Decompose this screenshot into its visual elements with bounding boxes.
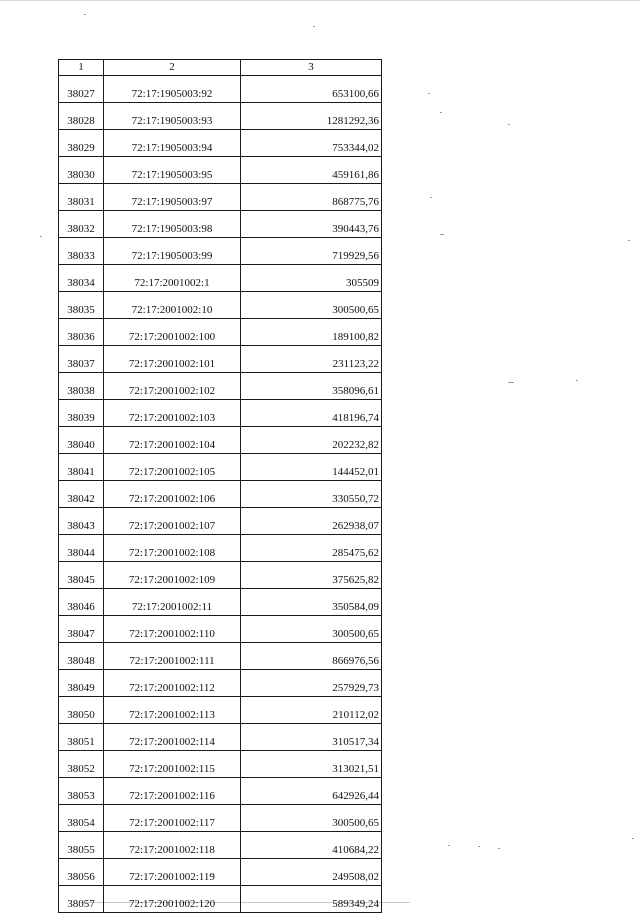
cadastral-number: 72:17:2001002:112 bbox=[104, 670, 241, 697]
table-row bbox=[59, 670, 382, 697]
row-number: 38038 bbox=[59, 373, 104, 400]
row-number: 38037 bbox=[59, 346, 104, 373]
row-number: 38027 bbox=[59, 76, 104, 103]
cadastral-number: 72:17:1905003:95 bbox=[104, 157, 241, 184]
cadastral-number: 72:17:2001002:101 bbox=[104, 346, 241, 373]
cadastral-number: 72:17:2001002:1 bbox=[104, 265, 241, 292]
table-row bbox=[59, 103, 382, 130]
cadastral-value: 459161,86 bbox=[241, 157, 382, 184]
cadastral-number: 72:17:2001002:11 bbox=[104, 589, 241, 616]
table-row bbox=[59, 886, 382, 913]
cadastral-value: 330550,72 bbox=[241, 481, 382, 508]
cadastral-value: 144452,01 bbox=[241, 454, 382, 481]
cadastral-number: 72:17:2001002:10 bbox=[104, 292, 241, 319]
table-row bbox=[59, 76, 382, 103]
table-body bbox=[59, 76, 382, 913]
row-number: 38046 bbox=[59, 589, 104, 616]
cadastral-value: 390443,76 bbox=[241, 211, 382, 238]
cadastral-value-table bbox=[58, 59, 382, 913]
row-number: 38040 bbox=[59, 427, 104, 454]
cadastral-value: 310517,34 bbox=[241, 724, 382, 751]
cadastral-number: 72:17:2001002:111 bbox=[104, 643, 241, 670]
table-row bbox=[59, 427, 382, 454]
cadastral-value: 375625,82 bbox=[241, 562, 382, 589]
cadastral-value: 313021,51 bbox=[241, 751, 382, 778]
scan-edge-top bbox=[0, 0, 640, 1]
table-row bbox=[59, 589, 382, 616]
cadastral-value: 350584,09 bbox=[241, 589, 382, 616]
cadastral-number: 72:17:2001002:100 bbox=[104, 319, 241, 346]
table-row bbox=[59, 346, 382, 373]
table-row bbox=[59, 130, 382, 157]
table-row bbox=[59, 184, 382, 211]
cadastral-number: 72:17:1905003:92 bbox=[104, 76, 241, 103]
row-number: 38032 bbox=[59, 211, 104, 238]
scan-speck bbox=[440, 112, 442, 113]
cadastral-number: 72:17:2001002:119 bbox=[104, 859, 241, 886]
cadastral-number: 72:17:2001002:110 bbox=[104, 616, 241, 643]
scan-speck bbox=[576, 380, 578, 381]
row-number: 38042 bbox=[59, 481, 104, 508]
cadastral-number: 72:17:2001002:109 bbox=[104, 562, 241, 589]
table-row bbox=[59, 859, 382, 886]
cadastral-value: 300500,65 bbox=[241, 805, 382, 832]
cadastral-value: 868775,76 bbox=[241, 184, 382, 211]
row-number: 38035 bbox=[59, 292, 104, 319]
scan-speck bbox=[508, 124, 510, 125]
cadastral-value: 866976,56 bbox=[241, 643, 382, 670]
row-number: 38053 bbox=[59, 778, 104, 805]
table-row bbox=[59, 292, 382, 319]
table-row bbox=[59, 238, 382, 265]
table-row bbox=[59, 832, 382, 859]
cadastral-number: 72:17:2001002:105 bbox=[104, 454, 241, 481]
scan-speck bbox=[40, 236, 42, 237]
table-row bbox=[59, 805, 382, 832]
cadastral-number: 72:17:2001002:117 bbox=[104, 805, 241, 832]
cadastral-value: 418196,74 bbox=[241, 400, 382, 427]
cadastral-value: 358096,61 bbox=[241, 373, 382, 400]
row-number: 38052 bbox=[59, 751, 104, 778]
row-number: 38055 bbox=[59, 832, 104, 859]
cadastral-number: 72:17:2001002:113 bbox=[104, 697, 241, 724]
cadastral-number: 72:17:1905003:97 bbox=[104, 184, 241, 211]
cadastral-value: 410684,22 bbox=[241, 832, 382, 859]
table-row bbox=[59, 373, 382, 400]
table-row bbox=[59, 400, 382, 427]
table-row bbox=[59, 778, 382, 805]
scan-speck bbox=[498, 848, 500, 849]
cadastral-value: 719929,56 bbox=[241, 238, 382, 265]
row-number: 38033 bbox=[59, 238, 104, 265]
row-number: 38041 bbox=[59, 454, 104, 481]
cadastral-number: 72:17:1905003:98 bbox=[104, 211, 241, 238]
row-number: 38030 bbox=[59, 157, 104, 184]
cadastral-number: 72:17:2001002:118 bbox=[104, 832, 241, 859]
table-row bbox=[59, 157, 382, 184]
cadastral-number: 72:17:2001002:108 bbox=[104, 535, 241, 562]
row-number: 38039 bbox=[59, 400, 104, 427]
row-number: 38056 bbox=[59, 859, 104, 886]
cadastral-value: 753344,02 bbox=[241, 130, 382, 157]
scan-speck bbox=[628, 240, 630, 241]
cadastral-number: 72:17:2001002:102 bbox=[104, 373, 241, 400]
scan-speck bbox=[84, 14, 86, 15]
cadastral-number: 72:17:1905003:99 bbox=[104, 238, 241, 265]
scan-speck bbox=[313, 26, 315, 27]
row-number: 38031 bbox=[59, 184, 104, 211]
row-number: 38048 bbox=[59, 643, 104, 670]
row-number: 38054 bbox=[59, 805, 104, 832]
table-row bbox=[59, 481, 382, 508]
cadastral-number: 72:17:2001002:114 bbox=[104, 724, 241, 751]
table-row bbox=[59, 265, 382, 292]
cadastral-value: 285475,62 bbox=[241, 535, 382, 562]
scan-speck bbox=[430, 197, 432, 198]
cadastral-number: 72:17:2001002:120 bbox=[104, 886, 241, 913]
scan-speck bbox=[508, 382, 514, 383]
scan-speck bbox=[448, 845, 450, 846]
cadastral-value: 249508,02 bbox=[241, 859, 382, 886]
table-row bbox=[59, 319, 382, 346]
scan-speck bbox=[440, 234, 444, 235]
cadastral-value: 189100,82 bbox=[241, 319, 382, 346]
row-number: 38044 bbox=[59, 535, 104, 562]
scan-speck bbox=[478, 846, 480, 847]
row-number: 38050 bbox=[59, 697, 104, 724]
table-row bbox=[59, 535, 382, 562]
cadastral-value: 653100,66 bbox=[241, 76, 382, 103]
cadastral-number: 72:17:1905003:94 bbox=[104, 130, 241, 157]
row-number: 38034 bbox=[59, 265, 104, 292]
table-row bbox=[59, 616, 382, 643]
row-number: 38029 bbox=[59, 130, 104, 157]
row-number: 38036 bbox=[59, 319, 104, 346]
cadastral-number: 72:17:2001002:116 bbox=[104, 778, 241, 805]
cadastral-value: 262938,07 bbox=[241, 508, 382, 535]
cadastral-value: 589349,24 bbox=[241, 886, 382, 913]
column-header-number: 1 bbox=[59, 60, 104, 76]
cadastral-value: 1281292,36 bbox=[241, 103, 382, 130]
table-row bbox=[59, 751, 382, 778]
row-number: 38057 bbox=[59, 886, 104, 913]
table-row bbox=[59, 697, 382, 724]
row-number: 38043 bbox=[59, 508, 104, 535]
cadastral-value: 300500,65 bbox=[241, 616, 382, 643]
cadastral-number: 72:17:2001002:115 bbox=[104, 751, 241, 778]
scan-speck bbox=[428, 93, 430, 94]
cadastral-value: 257929,73 bbox=[241, 670, 382, 697]
scan-speck bbox=[632, 838, 634, 839]
table-row bbox=[59, 211, 382, 238]
cadastral-number: 72:17:1905003:93 bbox=[104, 103, 241, 130]
column-header-cadastral-number: 2 bbox=[104, 60, 241, 76]
cadastral-number: 72:17:2001002:103 bbox=[104, 400, 241, 427]
cadastral-number: 72:17:2001002:107 bbox=[104, 508, 241, 535]
row-number: 38045 bbox=[59, 562, 104, 589]
row-number: 38049 bbox=[59, 670, 104, 697]
cadastral-value: 210112,02 bbox=[241, 697, 382, 724]
cadastral-value: 305509 bbox=[241, 265, 382, 292]
table-row bbox=[59, 724, 382, 751]
cadastral-number: 72:17:2001002:106 bbox=[104, 481, 241, 508]
table-row bbox=[59, 454, 382, 481]
table-row bbox=[59, 508, 382, 535]
header-row bbox=[59, 60, 382, 76]
row-number: 38047 bbox=[59, 616, 104, 643]
table-row bbox=[59, 562, 382, 589]
column-header-value: 3 bbox=[241, 60, 382, 76]
row-number: 38028 bbox=[59, 103, 104, 130]
table-row bbox=[59, 643, 382, 670]
cadastral-value: 300500,65 bbox=[241, 292, 382, 319]
cadastral-value: 231123,22 bbox=[241, 346, 382, 373]
cadastral-value: 642926,44 bbox=[241, 778, 382, 805]
cadastral-number: 72:17:2001002:104 bbox=[104, 427, 241, 454]
row-number: 38051 bbox=[59, 724, 104, 751]
cadastral-value: 202232,82 bbox=[241, 427, 382, 454]
